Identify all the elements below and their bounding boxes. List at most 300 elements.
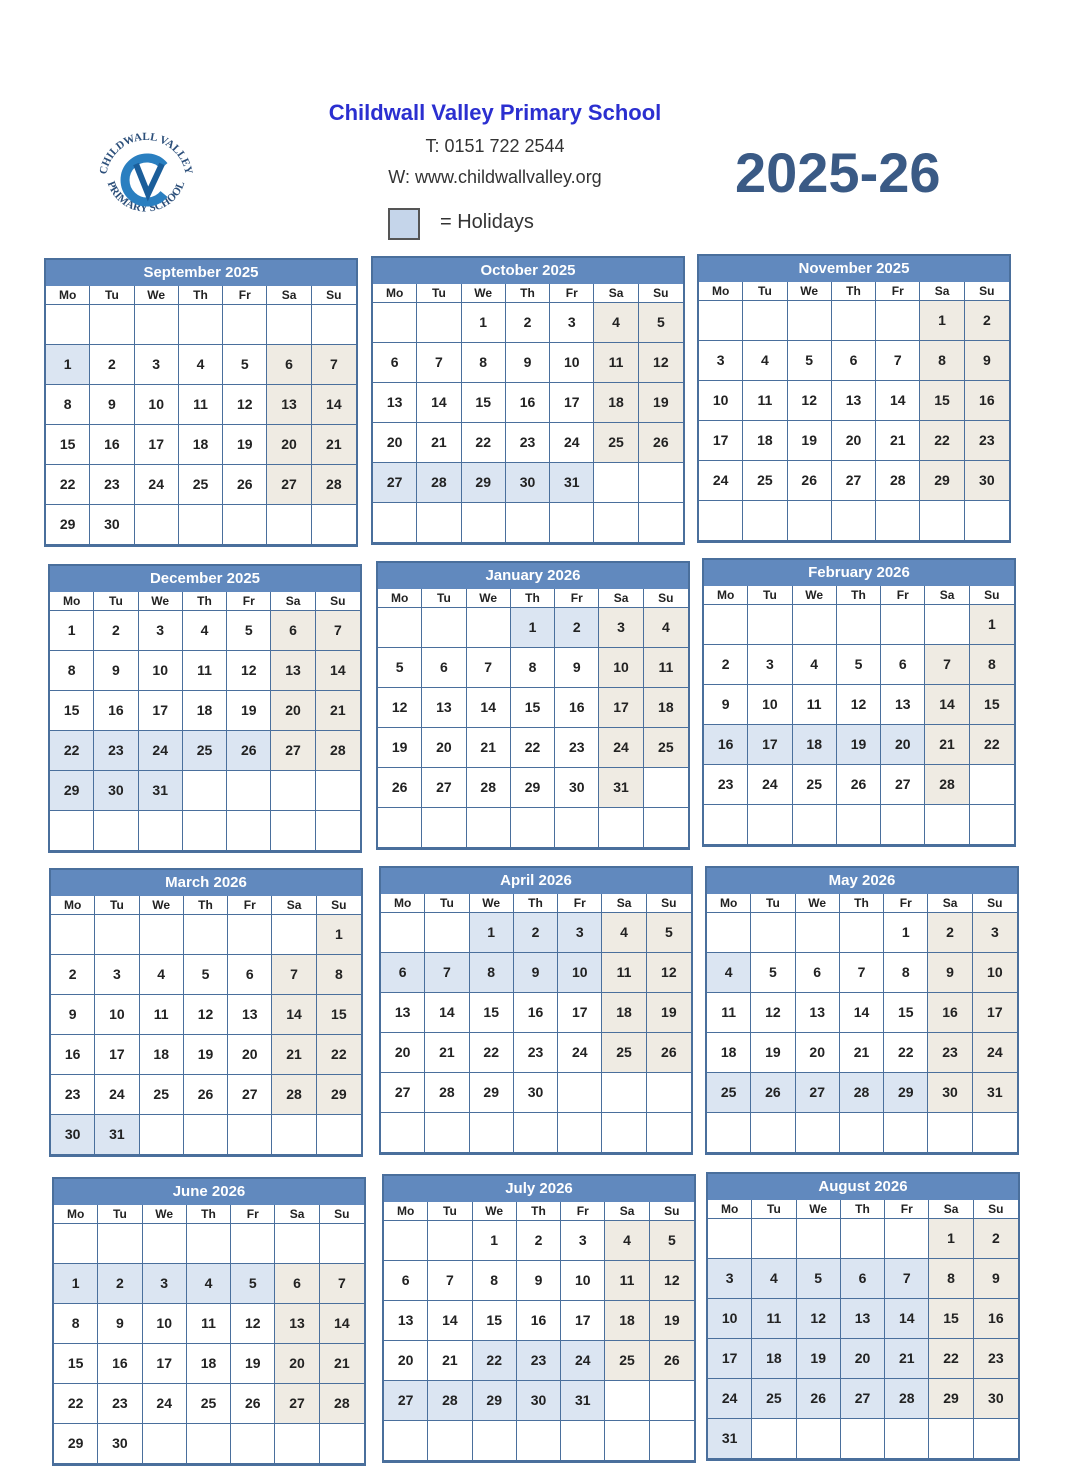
empty-cell xyxy=(644,808,688,848)
weekday-header: Su xyxy=(316,592,360,611)
day-cell: 12 xyxy=(223,385,267,425)
empty-cell xyxy=(796,1113,840,1153)
day-cell: 20 xyxy=(267,425,311,465)
day-cell: 1 xyxy=(46,345,90,385)
empty-cell xyxy=(840,1113,884,1153)
day-cell: 25 xyxy=(644,728,688,768)
day-cell: 4 xyxy=(644,608,688,648)
empty-cell xyxy=(748,605,792,645)
day-cell: 17 xyxy=(135,425,179,465)
month-title: March 2026 xyxy=(51,870,361,896)
empty-cell xyxy=(422,808,466,848)
day-cell: 13 xyxy=(267,385,311,425)
day-cell: 19 xyxy=(639,383,683,423)
day-cell: 10 xyxy=(748,685,792,725)
weekday-header: Su xyxy=(320,1205,364,1224)
empty-cell xyxy=(558,1113,602,1153)
empty-cell xyxy=(135,505,179,545)
day-cell: 26 xyxy=(231,1384,275,1424)
day-cell: 24 xyxy=(139,731,183,771)
month-grid xyxy=(378,589,688,848)
day-cell: 4 xyxy=(605,1221,649,1261)
day-cell: 16 xyxy=(555,688,599,728)
day-cell: 2 xyxy=(555,608,599,648)
day-cell: 21 xyxy=(320,1344,364,1384)
day-cell: 10 xyxy=(550,343,594,383)
empty-cell xyxy=(644,768,688,808)
empty-cell xyxy=(970,805,1014,845)
weekday-header: Th xyxy=(840,894,884,913)
empty-cell xyxy=(98,1224,142,1264)
empty-cell xyxy=(647,1073,691,1113)
weekday-header: Fr xyxy=(561,1202,605,1221)
day-cell: 28 xyxy=(885,1379,929,1419)
weekday-header: Th xyxy=(514,894,558,913)
day-cell: 26 xyxy=(223,465,267,505)
day-cell: 12 xyxy=(788,381,832,421)
empty-cell xyxy=(925,605,969,645)
empty-cell xyxy=(417,303,461,343)
day-cell: 18 xyxy=(743,421,787,461)
day-cell: 15 xyxy=(920,381,964,421)
empty-cell xyxy=(797,1419,841,1459)
weekday-header: Sa xyxy=(928,894,972,913)
empty-cell xyxy=(381,1113,425,1153)
day-cell: 18 xyxy=(793,725,837,765)
day-cell: 1 xyxy=(920,301,964,341)
day-cell: 7 xyxy=(467,648,511,688)
empty-cell xyxy=(462,503,506,543)
weekday-header: Sa xyxy=(602,894,646,913)
day-cell: 5 xyxy=(639,303,683,343)
day-cell: 16 xyxy=(514,993,558,1033)
month-calendar xyxy=(52,1177,366,1466)
weekday-header: We xyxy=(143,1205,187,1224)
day-cell: 9 xyxy=(98,1304,142,1344)
day-cell: 24 xyxy=(599,728,643,768)
day-cell: 13 xyxy=(381,993,425,1033)
month-grid xyxy=(384,1202,694,1461)
day-cell: 7 xyxy=(320,1264,364,1304)
weekday-header: Th xyxy=(187,1205,231,1224)
day-cell: 9 xyxy=(90,385,134,425)
day-cell: 10 xyxy=(973,953,1017,993)
weekday-header: Sa xyxy=(275,1205,319,1224)
weekday-header: Sa xyxy=(267,286,311,305)
weekday-header: Mo xyxy=(699,282,743,301)
empty-cell xyxy=(885,1219,929,1259)
empty-cell xyxy=(95,915,139,955)
day-cell: 2 xyxy=(517,1221,561,1261)
month-calendar xyxy=(376,561,690,850)
day-cell: 28 xyxy=(312,465,356,505)
day-cell: 16 xyxy=(965,381,1009,421)
day-cell: 13 xyxy=(796,993,840,1033)
month-calendar xyxy=(702,558,1016,847)
day-cell: 21 xyxy=(840,1033,884,1073)
empty-cell xyxy=(316,811,360,851)
day-cell: 9 xyxy=(506,343,550,383)
empty-cell xyxy=(312,305,356,345)
day-cell: 31 xyxy=(95,1115,139,1155)
weekday-header: Sa xyxy=(594,284,638,303)
month-title: October 2025 xyxy=(373,258,683,284)
day-cell: 19 xyxy=(231,1344,275,1384)
day-cell: 27 xyxy=(832,461,876,501)
day-cell: 25 xyxy=(594,423,638,463)
day-cell: 3 xyxy=(550,303,594,343)
empty-cell xyxy=(320,1424,364,1464)
day-cell: 11 xyxy=(602,953,646,993)
weekday-header: Th xyxy=(841,1200,885,1219)
weekday-header: Sa xyxy=(599,589,643,608)
school-name: Childwall Valley Primary School xyxy=(328,100,662,125)
day-cell: 8 xyxy=(920,341,964,381)
day-cell: 1 xyxy=(462,303,506,343)
day-cell: 23 xyxy=(517,1341,561,1381)
day-cell: 9 xyxy=(704,685,748,725)
day-cell: 27 xyxy=(841,1379,885,1419)
day-cell: 23 xyxy=(94,731,138,771)
empty-cell xyxy=(797,1219,841,1259)
weekday-header: Fr xyxy=(231,1205,275,1224)
day-cell: 26 xyxy=(650,1341,694,1381)
day-cell: 17 xyxy=(748,725,792,765)
day-cell: 7 xyxy=(316,611,360,651)
day-cell: 22 xyxy=(920,421,964,461)
empty-cell xyxy=(227,811,271,851)
weekday-header: Fr xyxy=(555,589,599,608)
school-logo xyxy=(86,118,206,238)
day-cell: 27 xyxy=(267,465,311,505)
month-grid xyxy=(373,284,683,543)
day-cell: 12 xyxy=(751,993,795,1033)
day-cell: 2 xyxy=(974,1219,1018,1259)
day-cell: 23 xyxy=(51,1075,95,1115)
day-cell: 11 xyxy=(793,685,837,725)
day-cell: 17 xyxy=(95,1035,139,1075)
day-cell: 8 xyxy=(54,1304,98,1344)
day-cell: 5 xyxy=(837,645,881,685)
day-cell: 14 xyxy=(840,993,884,1033)
empty-cell xyxy=(135,305,179,345)
empty-cell xyxy=(743,301,787,341)
day-cell: 19 xyxy=(751,1033,795,1073)
day-cell: 5 xyxy=(227,611,271,651)
day-cell: 12 xyxy=(647,953,691,993)
day-cell: 29 xyxy=(929,1379,973,1419)
empty-cell xyxy=(751,1113,795,1153)
day-cell: 8 xyxy=(470,953,514,993)
day-cell: 19 xyxy=(223,425,267,465)
day-cell: 12 xyxy=(231,1304,275,1344)
empty-cell xyxy=(752,1419,796,1459)
day-cell: 26 xyxy=(751,1073,795,1113)
day-cell: 17 xyxy=(708,1339,752,1379)
weekday-header: Tu xyxy=(422,589,466,608)
day-cell: 19 xyxy=(647,993,691,1033)
day-cell: 13 xyxy=(832,381,876,421)
empty-cell xyxy=(965,501,1009,541)
day-cell: 27 xyxy=(271,731,315,771)
day-cell: 14 xyxy=(417,383,461,423)
day-cell: 18 xyxy=(644,688,688,728)
day-cell: 6 xyxy=(832,341,876,381)
weekday-header: Fr xyxy=(223,286,267,305)
empty-cell xyxy=(94,811,138,851)
weekday-header: Su xyxy=(970,586,1014,605)
day-cell: 20 xyxy=(796,1033,840,1073)
day-cell: 5 xyxy=(231,1264,275,1304)
day-cell: 14 xyxy=(876,381,920,421)
month-grid xyxy=(708,1200,1018,1459)
day-cell: 15 xyxy=(50,691,94,731)
school-website: W: www.childwallvalley.org xyxy=(388,167,602,187)
day-cell: 20 xyxy=(832,421,876,461)
day-cell: 29 xyxy=(884,1073,928,1113)
empty-cell xyxy=(470,1113,514,1153)
day-cell: 8 xyxy=(929,1259,973,1299)
weekday-header: Sa xyxy=(271,592,315,611)
empty-cell xyxy=(699,501,743,541)
day-cell: 26 xyxy=(184,1075,228,1115)
empty-cell xyxy=(140,915,184,955)
day-cell: 11 xyxy=(179,385,223,425)
weekday-header: Th xyxy=(184,896,228,915)
day-cell: 21 xyxy=(885,1339,929,1379)
day-cell: 10 xyxy=(139,651,183,691)
day-cell: 6 xyxy=(422,648,466,688)
day-cell: 31 xyxy=(550,463,594,503)
day-cell: 29 xyxy=(462,463,506,503)
day-cell: 22 xyxy=(50,731,94,771)
day-cell: 13 xyxy=(384,1301,428,1341)
month-grid xyxy=(50,592,360,851)
day-cell: 27 xyxy=(881,765,925,805)
empty-cell xyxy=(602,1073,646,1113)
day-cell: 9 xyxy=(965,341,1009,381)
weekday-header: Su xyxy=(644,589,688,608)
day-cell: 10 xyxy=(708,1299,752,1339)
day-cell: 22 xyxy=(462,423,506,463)
day-cell: 31 xyxy=(973,1073,1017,1113)
day-cell: 3 xyxy=(699,341,743,381)
empty-cell xyxy=(884,1113,928,1153)
day-cell: 25 xyxy=(187,1384,231,1424)
day-cell: 26 xyxy=(639,423,683,463)
day-cell: 4 xyxy=(707,953,751,993)
day-cell: 22 xyxy=(970,725,1014,765)
empty-cell xyxy=(594,463,638,503)
empty-cell xyxy=(751,913,795,953)
day-cell: 28 xyxy=(925,765,969,805)
day-cell: 21 xyxy=(425,1033,469,1073)
day-cell: 5 xyxy=(647,913,691,953)
empty-cell xyxy=(708,1219,752,1259)
svg-text:PRIMARY SCHOOL: PRIMARY SCHOOL xyxy=(104,179,188,215)
weekday-header: We xyxy=(797,1200,841,1219)
month-calendar xyxy=(49,868,363,1157)
day-cell: 13 xyxy=(881,685,925,725)
day-cell: 28 xyxy=(272,1075,316,1115)
day-cell: 28 xyxy=(467,768,511,808)
empty-cell xyxy=(228,1115,272,1155)
day-cell: 17 xyxy=(561,1301,605,1341)
day-cell: 25 xyxy=(707,1073,751,1113)
day-cell: 31 xyxy=(561,1381,605,1421)
day-cell: 7 xyxy=(925,645,969,685)
day-cell: 8 xyxy=(884,953,928,993)
day-cell: 28 xyxy=(320,1384,364,1424)
day-cell: 31 xyxy=(708,1419,752,1459)
day-cell: 9 xyxy=(517,1261,561,1301)
weekday-header: We xyxy=(140,896,184,915)
day-cell: 15 xyxy=(317,995,361,1035)
day-cell: 15 xyxy=(462,383,506,423)
empty-cell xyxy=(650,1421,694,1461)
month-calendar xyxy=(697,254,1011,543)
day-cell: 30 xyxy=(90,505,134,545)
weekday-header: Mo xyxy=(708,1200,752,1219)
month-title: May 2026 xyxy=(707,868,1017,894)
day-cell: 18 xyxy=(602,993,646,1033)
weekday-header: We xyxy=(473,1202,517,1221)
weekday-header: Mo xyxy=(378,589,422,608)
empty-cell xyxy=(183,811,227,851)
day-cell: 11 xyxy=(644,648,688,688)
weekday-header: Su xyxy=(312,286,356,305)
weekday-header: We xyxy=(793,586,837,605)
day-cell: 7 xyxy=(885,1259,929,1299)
weekday-header: Tu xyxy=(752,1200,796,1219)
day-cell: 1 xyxy=(470,913,514,953)
weekday-header: Th xyxy=(506,284,550,303)
day-cell: 20 xyxy=(271,691,315,731)
day-cell: 7 xyxy=(312,345,356,385)
day-cell: 21 xyxy=(316,691,360,731)
empty-cell xyxy=(467,608,511,648)
day-cell: 21 xyxy=(272,1035,316,1075)
day-cell: 19 xyxy=(184,1035,228,1075)
day-cell: 18 xyxy=(707,1033,751,1073)
day-cell: 10 xyxy=(558,953,602,993)
day-cell: 6 xyxy=(881,645,925,685)
day-cell: 8 xyxy=(473,1261,517,1301)
day-cell: 20 xyxy=(381,1033,425,1073)
day-cell: 22 xyxy=(511,728,555,768)
empty-cell xyxy=(473,1421,517,1461)
day-cell: 23 xyxy=(514,1033,558,1073)
day-cell: 10 xyxy=(699,381,743,421)
weekday-header: Sa xyxy=(272,896,316,915)
month-grid xyxy=(699,282,1009,541)
day-cell: 23 xyxy=(928,1033,972,1073)
empty-cell xyxy=(793,605,837,645)
day-cell: 18 xyxy=(594,383,638,423)
day-cell: 3 xyxy=(599,608,643,648)
weekday-header: Su xyxy=(650,1202,694,1221)
empty-cell xyxy=(50,811,94,851)
weekday-header: We xyxy=(139,592,183,611)
day-cell: 16 xyxy=(506,383,550,423)
day-cell: 15 xyxy=(884,993,928,1033)
day-cell: 14 xyxy=(428,1301,472,1341)
weekday-header: Mo xyxy=(381,894,425,913)
day-cell: 27 xyxy=(381,1073,425,1113)
weekday-header: Tu xyxy=(94,592,138,611)
day-cell: 8 xyxy=(462,343,506,383)
day-cell: 23 xyxy=(965,421,1009,461)
empty-cell xyxy=(605,1421,649,1461)
day-cell: 21 xyxy=(417,423,461,463)
day-cell: 15 xyxy=(473,1301,517,1341)
day-cell: 3 xyxy=(139,611,183,651)
day-cell: 26 xyxy=(227,731,271,771)
day-cell: 27 xyxy=(373,463,417,503)
weekday-header: Mo xyxy=(54,1205,98,1224)
day-cell: 11 xyxy=(140,995,184,1035)
month-title: January 2026 xyxy=(378,563,688,589)
day-cell: 1 xyxy=(54,1264,98,1304)
weekday-header: Th xyxy=(511,589,555,608)
month-title: July 2026 xyxy=(384,1176,694,1202)
day-cell: 11 xyxy=(183,651,227,691)
day-cell: 22 xyxy=(54,1384,98,1424)
day-cell: 20 xyxy=(881,725,925,765)
weekday-header: Su xyxy=(639,284,683,303)
day-cell: 24 xyxy=(135,465,179,505)
day-cell: 12 xyxy=(837,685,881,725)
empty-cell xyxy=(378,608,422,648)
day-cell: 17 xyxy=(558,993,602,1033)
empty-cell xyxy=(752,1219,796,1259)
day-cell: 28 xyxy=(417,463,461,503)
day-cell: 30 xyxy=(974,1379,1018,1419)
day-cell: 7 xyxy=(417,343,461,383)
day-cell: 13 xyxy=(841,1299,885,1339)
weekday-header: We xyxy=(135,286,179,305)
day-cell: 9 xyxy=(94,651,138,691)
day-cell: 24 xyxy=(699,461,743,501)
empty-cell xyxy=(973,1113,1017,1153)
day-cell: 28 xyxy=(425,1073,469,1113)
day-cell: 3 xyxy=(143,1264,187,1304)
empty-cell xyxy=(184,1115,228,1155)
empty-cell xyxy=(140,1115,184,1155)
empty-cell xyxy=(647,1113,691,1153)
day-cell: 22 xyxy=(929,1339,973,1379)
weekday-header: Th xyxy=(183,592,227,611)
day-cell: 12 xyxy=(184,995,228,1035)
empty-cell xyxy=(511,808,555,848)
month-title: December 2025 xyxy=(50,566,360,592)
month-calendar xyxy=(371,256,685,545)
day-cell: 5 xyxy=(751,953,795,993)
day-cell: 27 xyxy=(796,1073,840,1113)
day-cell: 5 xyxy=(797,1259,841,1299)
empty-cell xyxy=(316,771,360,811)
weekday-header: Su xyxy=(647,894,691,913)
weekday-header: Th xyxy=(517,1202,561,1221)
empty-cell xyxy=(599,808,643,848)
weekday-header: Fr xyxy=(558,894,602,913)
day-cell: 24 xyxy=(973,1033,1017,1073)
day-cell: 20 xyxy=(373,423,417,463)
day-cell: 19 xyxy=(788,421,832,461)
day-cell: 25 xyxy=(602,1033,646,1073)
day-cell: 15 xyxy=(929,1299,973,1339)
day-cell: 4 xyxy=(602,913,646,953)
